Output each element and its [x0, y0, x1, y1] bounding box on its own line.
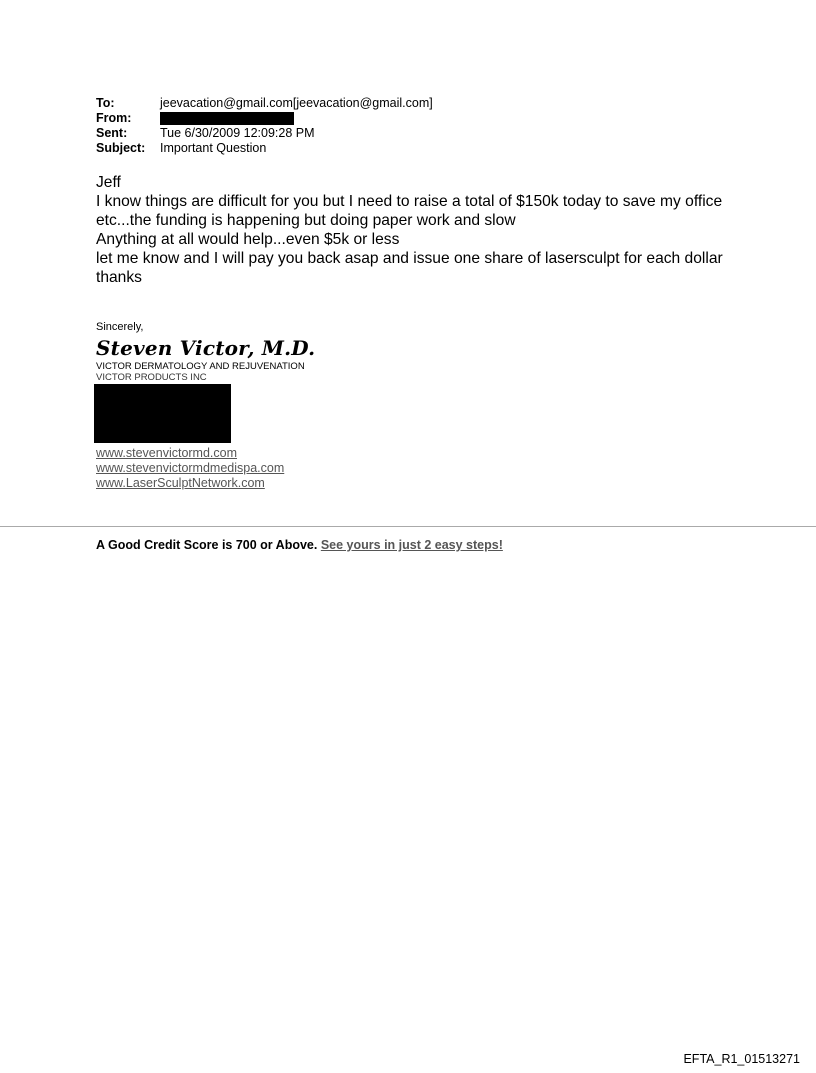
to-label: To: — [96, 96, 115, 110]
website-link-1[interactable]: www.stevenvictormd.com — [96, 446, 238, 460]
from-redaction — [160, 112, 294, 125]
document-id: EFTA_R1_01513271 — [683, 1052, 800, 1066]
to-row — [96, 96, 433, 111]
signature-links — [96, 446, 284, 491]
signature-name: Steven Victor, M.D. — [96, 336, 316, 360]
sent-value: Tue 6/30/2009 12:09:28 PM — [160, 126, 315, 140]
body-line: let me know and I will pay you back asap and issue one share of lasersculpt for each dollar — [96, 250, 723, 267]
sent-label: Sent: — [96, 126, 128, 140]
contact-redaction — [94, 384, 231, 443]
org-name-1: VICTOR DERMATOLOGY AND REJUVENATION — [96, 361, 305, 372]
website-link-2[interactable]: www.stevenvictormdmedispa.com — [96, 461, 285, 475]
body-line: Anything at all would help...even $5k or less — [96, 231, 400, 248]
body-line: I know things are difficult for you but I need to raise a total of $150k today to save my office etc...the funding is happening but doing paper work and slow — [96, 193, 723, 229]
org-name-2: VICTOR PRODUCTS INC — [96, 372, 207, 383]
subject-label: Subject: — [96, 141, 146, 155]
sent-row — [96, 126, 433, 141]
email-header — [96, 96, 433, 156]
subject-row — [96, 141, 433, 156]
to-value: jeevacation@gmail.com[jeevacation@gmail.com] — [160, 96, 433, 110]
promo-line — [96, 538, 503, 552]
from-row — [96, 111, 433, 126]
subject-value: Important Question — [160, 141, 267, 155]
email-body — [96, 173, 736, 287]
website-link-3[interactable]: www.LaserSculptNetwork.com — [96, 476, 265, 490]
promo-text: A Good Credit Score is 700 or Above. — [96, 538, 318, 552]
promo-link[interactable]: See yours in just 2 easy steps! — [320, 538, 503, 552]
signature-block — [96, 321, 315, 383]
closing: Sincerely, — [96, 321, 144, 333]
from-label: From: — [96, 111, 132, 125]
body-line: thanks — [96, 269, 142, 286]
body-line: Jeff — [96, 174, 121, 191]
divider — [0, 526, 816, 527]
